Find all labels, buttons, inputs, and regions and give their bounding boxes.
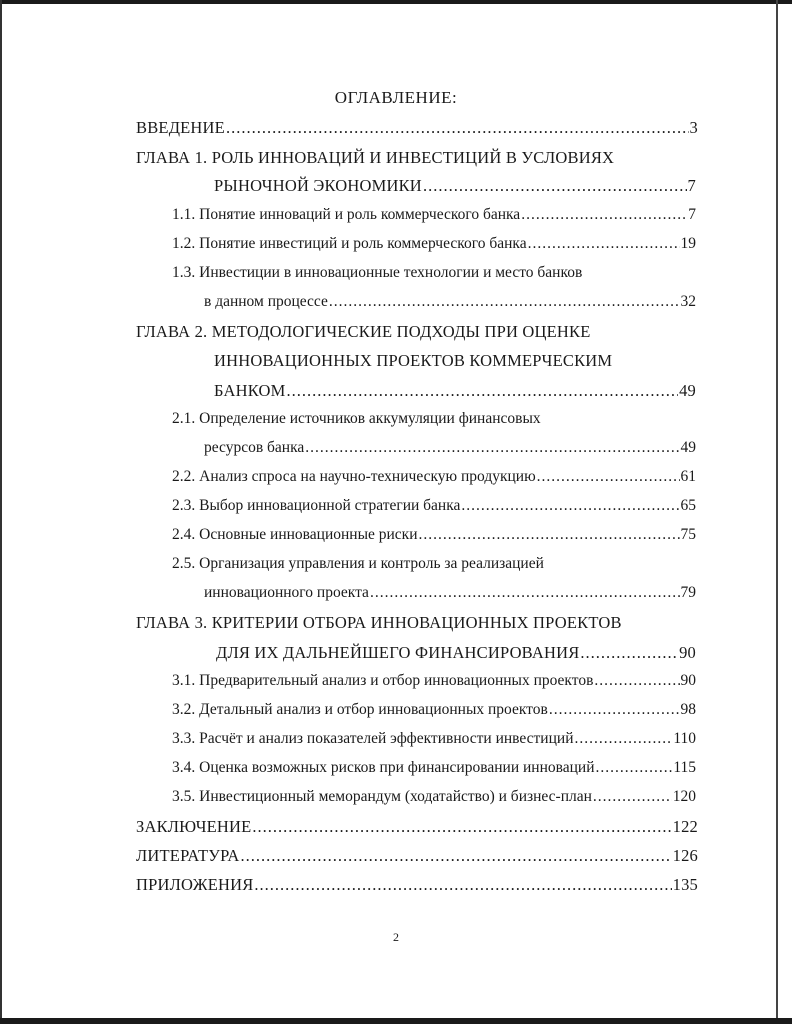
dot-leader: [252, 817, 671, 837]
toc-section-1-2: [172, 235, 696, 257]
toc-chapter-3-line2: [216, 643, 696, 665]
toc-entry-text: 2.2. Анализ спроса на научно-техническую продукцию: [172, 468, 536, 485]
toc-page-number: 49: [680, 439, 696, 456]
toc-chapter-3-line1: [136, 613, 698, 635]
toc-entry-text: ГЛАВА 1. РОЛЬ ИННОВАЦИЙ И ИНВЕСТИЦИЙ В УСЛОВИЯХ: [136, 148, 615, 167]
toc-page-number: 98: [680, 701, 696, 718]
toc-entry-text: 2.1. Определение источников аккумуляции финансовых: [172, 410, 541, 427]
toc-section-2-5-line1: [172, 555, 696, 577]
dot-leader: [286, 381, 678, 401]
dot-leader: [305, 439, 679, 457]
toc-section-2-3: [172, 497, 696, 519]
page-number: 2: [393, 930, 399, 944]
toc-section-3-1: [172, 672, 696, 694]
toc-page-number: 90: [680, 672, 696, 689]
dot-leader: [593, 788, 672, 806]
dot-leader: [254, 875, 671, 895]
toc-section-1-1: [172, 206, 696, 228]
toc-page-number: 90: [679, 643, 696, 662]
toc-page-number: 49: [679, 381, 696, 400]
toc-page-number: 120: [672, 788, 696, 805]
toc-section-2-2: [172, 468, 696, 490]
toc-entry-text: 2.3. Выбор инновационной стратегии банка: [172, 497, 461, 514]
toc-page-number: 75: [680, 526, 696, 543]
toc-entry-text: 1.3. Инвестиции в инновационные технологии и место банков: [172, 264, 583, 281]
toc-entry-text: 3.1. Предварительный анализ и отбор инновационных проектов: [172, 672, 594, 689]
toc-section-1-3-line2: [204, 293, 696, 315]
toc-entry-text: ПРИЛОЖЕНИЯ: [136, 875, 254, 894]
toc-page-number: 122: [672, 817, 698, 836]
toc-entry-text: ГЛАВА 3. КРИТЕРИИ ОТБОРА ИННОВАЦИОННЫХ ПРОЕКТОВ: [136, 613, 622, 632]
scan-edge-bottom: [0, 1018, 792, 1024]
toc-title: ОГЛАВЛЕНИЕ:: [334, 88, 458, 107]
dot-leader: [241, 846, 672, 866]
toc-entry-text: в данном процессе: [204, 293, 328, 310]
dot-leader: [528, 235, 680, 253]
toc-page-number: 65: [680, 497, 696, 514]
toc-entry-text: 2.5. Организация управления и контроль за реализацией: [172, 555, 544, 572]
dot-leader: [461, 497, 679, 515]
toc-entry-text: 3.3. Расчёт и анализ показателей эффективности инвестиций: [172, 730, 574, 747]
dot-leader: [594, 672, 679, 690]
toc-section-2-5-line2: [204, 584, 696, 606]
toc-entry-text: РЫНОЧНОЙ ЭКОНОМИКИ: [214, 176, 422, 195]
dot-leader: [575, 730, 673, 748]
dot-leader: [226, 118, 689, 138]
toc-section-3-4: [172, 759, 696, 781]
toc-entry-text: ГЛАВА 2. МЕТОДОЛОГИЧЕСКИЕ ПОДХОДЫ ПРИ ОЦЕНКЕ: [136, 322, 591, 341]
toc-page-number: 3: [689, 118, 698, 137]
toc-page-number: 115: [673, 759, 696, 776]
toc-entry-text: ресурсов банка: [204, 439, 305, 456]
dot-leader: [329, 293, 680, 311]
toc-entry-text: ЛИТЕРАТУРА: [136, 846, 240, 865]
toc-entry-appendices: [136, 875, 698, 897]
dot-leader: [419, 526, 680, 544]
toc-entry-text: 1.1. Понятие инноваций и роль коммерческого банка: [172, 206, 521, 223]
toc-section-2-4: [172, 526, 696, 548]
scan-edge-right: [776, 0, 778, 1024]
dot-leader: [549, 701, 680, 719]
toc-chapter-2-line1: [136, 322, 698, 344]
toc-page-number: 135: [672, 875, 698, 894]
toc-page-number: 79: [680, 584, 696, 601]
toc-entry-text: ВВЕДЕНИЕ: [136, 118, 225, 137]
toc-page-number: 126: [672, 846, 698, 865]
toc-entry-text: 1.2. Понятие инвестиций и роль коммерческого банка: [172, 235, 527, 252]
toc-page-number: 7: [687, 176, 696, 195]
toc-entry-text: ИННОВАЦИОННЫХ ПРОЕКТОВ КОММЕРЧЕСКИМ: [214, 351, 613, 370]
toc-entry-conclusion: [136, 817, 698, 839]
toc-entry-text: ЗАКЛЮЧЕНИЕ: [136, 817, 252, 836]
toc-entry-text: ДЛЯ ИХ ДАЛЬНЕЙШЕГО ФИНАНСИРОВАНИЯ: [216, 643, 580, 662]
dot-leader: [537, 468, 680, 486]
toc-entry-text: 3.5. Инвестиционный меморандум (ходатайство) и бизнес-план: [172, 788, 592, 805]
toc-chapter-1-line1: [136, 148, 698, 170]
toc-section-1-3-line1: [172, 264, 696, 286]
toc-page-number: 110: [673, 730, 696, 747]
toc-section-2-1-line1: [172, 410, 696, 432]
toc-page-number: 7: [688, 206, 696, 223]
toc-chapter-1-line2: [214, 176, 696, 198]
toc-entry-text: 2.4. Основные инновационные риски: [172, 526, 418, 543]
toc-chapter-2-line2: [214, 351, 696, 373]
toc-section-3-5: [172, 788, 696, 810]
dot-leader: [596, 759, 673, 777]
dot-leader: [580, 643, 678, 663]
toc-entry-text: 3.4. Оценка возможных рисков при финансировании инноваций: [172, 759, 595, 776]
toc-section-3-2: [172, 701, 696, 723]
dot-leader: [521, 206, 687, 224]
dot-leader: [370, 584, 680, 602]
toc-page-number: 19: [680, 235, 696, 252]
toc-entry-text: 3.2. Детальный анализ и отбор инновационных проектов: [172, 701, 548, 718]
toc-entry-text: инновационного проекта: [204, 584, 369, 601]
toc-entry-intro: [136, 118, 698, 140]
toc-entry-literature: [136, 846, 698, 868]
toc-section-2-1-line2: [204, 439, 696, 461]
toc-chapter-2-line3: [214, 381, 696, 403]
dot-leader: [423, 176, 687, 196]
scan-edge-left: [0, 0, 2, 1024]
toc-section-3-3: [172, 730, 696, 752]
toc-page-number: 32: [680, 293, 696, 310]
toc-page-number: 61: [680, 468, 696, 485]
scan-edge-top: [0, 0, 792, 4]
toc-entry-text: БАНКОМ: [214, 381, 286, 400]
